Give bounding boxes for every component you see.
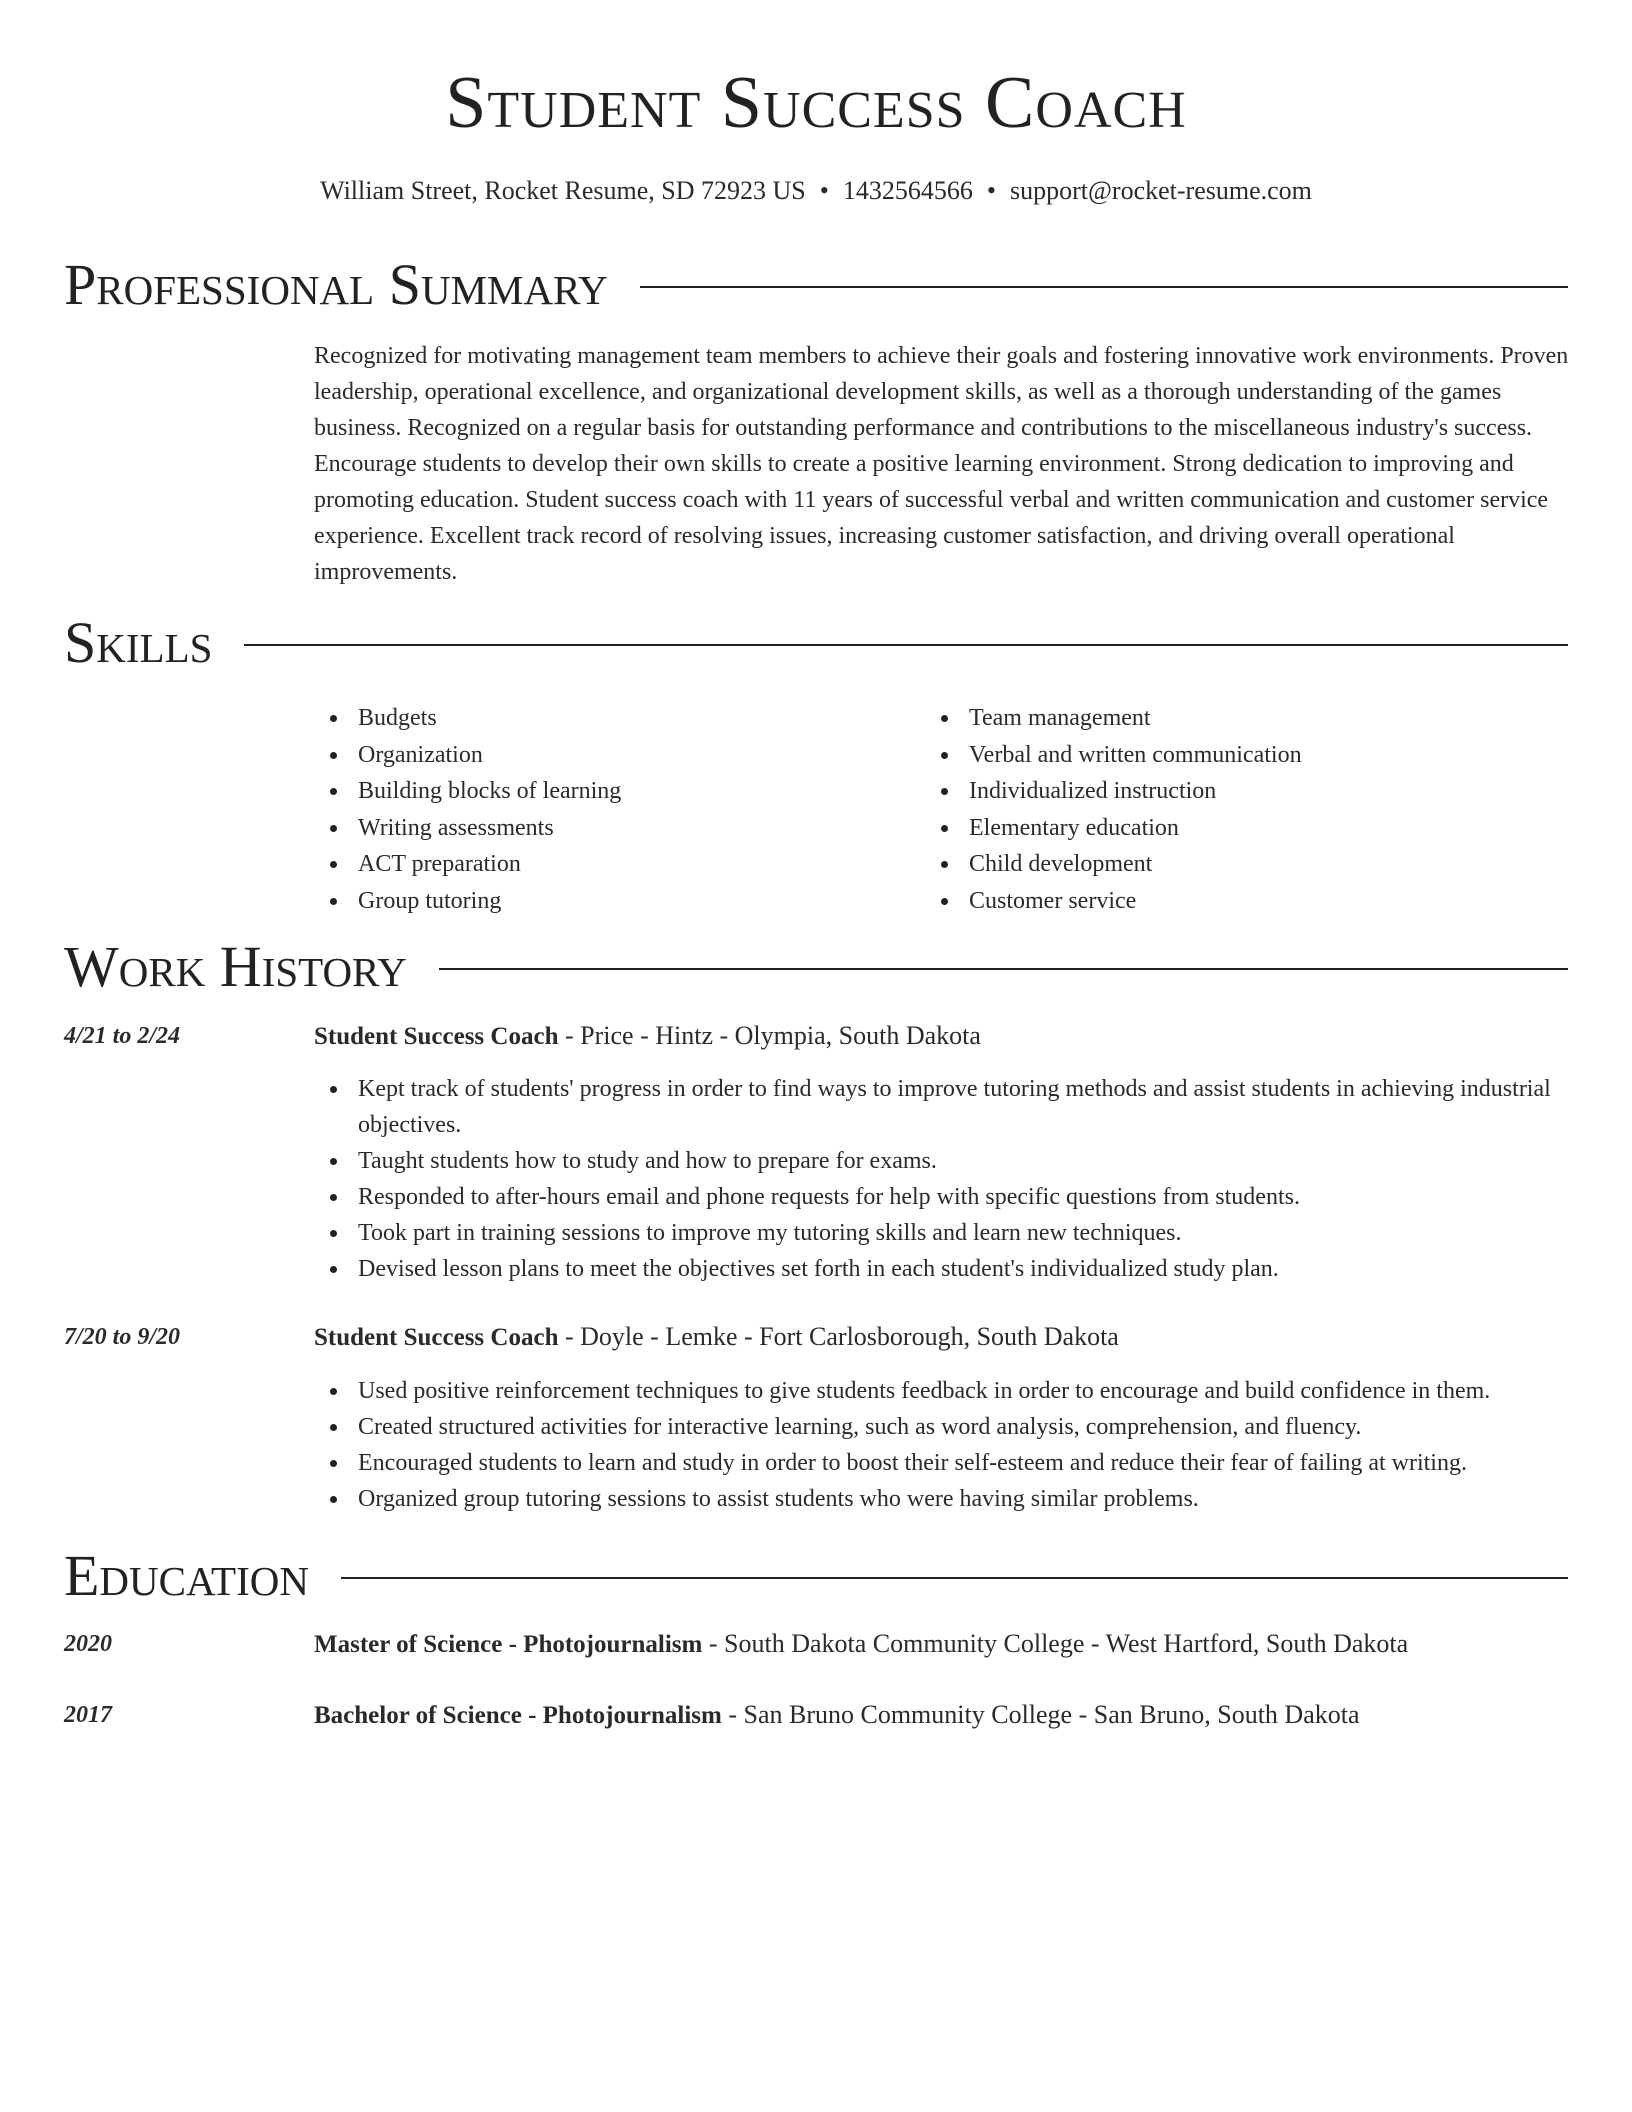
- section-title: Education: [64, 1543, 309, 1608]
- skill-item: Verbal and written communication: [925, 737, 1525, 774]
- contact-email: support@rocket-resume.com: [1009, 176, 1312, 205]
- education-details: - San Bruno Community College - San Bruno, South Dakota: [721, 1700, 1360, 1729]
- job-duty: Encouraged students to learn and study in order to boost their self-esteem and reduce their fear of failing at writing.: [314, 1445, 1574, 1481]
- education-year: 2017: [64, 1702, 112, 1728]
- section-rule: [640, 286, 1568, 288]
- section-heading-work: [64, 932, 1568, 1002]
- education-details: - South Dakota Community College - West Hartford, South Dakota: [702, 1629, 1409, 1658]
- job-dates: 7/20 to 9/20: [64, 1324, 181, 1350]
- skill-item: Writing assessments: [314, 810, 914, 847]
- resume-title: Student Success Coach: [445, 62, 1187, 144]
- job-dates: 4/21 to 2/24: [64, 1023, 181, 1049]
- job-duty: Kept track of students' progress in order to find ways to improve tutoring methods and assist students in achieving industrial objectives.: [314, 1071, 1574, 1143]
- section-rule: [439, 968, 1568, 970]
- education-entry: [314, 1627, 1574, 1662]
- contact-line: [0, 174, 1632, 208]
- section-title: Skills: [64, 610, 213, 675]
- education-entry: [314, 1698, 1574, 1733]
- job-title: Student Success Coach: [314, 1023, 559, 1050]
- skill-item: Budgets: [314, 700, 914, 737]
- section-heading-summary: [64, 250, 1568, 320]
- job-duty: Responded to after-hours email and phone requests for help with specific questions from students.: [314, 1179, 1574, 1215]
- job-duties: [314, 1373, 1574, 1517]
- degree-title: Bachelor of Science - Photojournalism: [314, 1702, 722, 1729]
- job-header: [314, 1019, 1574, 1054]
- summary-text: Recognized for motivating management team members to achieve their goals and fostering innovative work environments. Proven leadership, operational excellence, and organizational development skills, as well as a thorough understanding of the games business. Recognized on a regular basis for outstanding performance and contributions to the miscellaneous industry's success. Encourage students to develop their own skills to create a positive learning environment. Strong dedication to improving and promoting education. Student success coach with 11 years of successful verbal and written communication and customer service experience. Excellent track record of resolving issues, increasing customer satisfaction, and driving overall operational improvements.: [314, 343, 1569, 585]
- skill-item: Organization: [314, 737, 914, 774]
- skill-item: Group tutoring: [314, 883, 914, 920]
- contact-separator: •: [986, 176, 996, 205]
- skill-item: Building blocks of learning: [314, 773, 914, 810]
- job-duty: Organized group tutoring sessions to assist students who were having similar problems.: [314, 1481, 1574, 1517]
- skill-item: ACT preparation: [314, 846, 914, 883]
- skill-item: Team management: [925, 700, 1525, 737]
- contact-separator: •: [819, 176, 829, 205]
- education-year: 2020: [64, 1631, 112, 1657]
- section-heading-education: [64, 1541, 1568, 1611]
- job-duty: Taught students how to study and how to prepare for exams.: [314, 1143, 1574, 1179]
- skills-column-left: [314, 700, 914, 919]
- section-heading-skills: [64, 608, 1568, 678]
- job-duty: Created structured activities for interactive learning, such as word analysis, comprehension, and fluency.: [314, 1409, 1574, 1445]
- degree-title: Master of Science - Photojournalism: [314, 1631, 703, 1658]
- skill-item: Elementary education: [925, 810, 1525, 847]
- section-title: Professional Summary: [64, 252, 608, 317]
- job-duty: Used positive reinforcement techniques to give students feedback in order to encourage and build confidence in them.: [314, 1373, 1574, 1409]
- section-title: Work History: [64, 934, 407, 999]
- job-header: [314, 1320, 1574, 1355]
- job-duty: Took part in training sessions to improve my tutoring skills and learn new techniques.: [314, 1215, 1574, 1251]
- job-duty: Devised lesson plans to meet the objectives set forth in each student's individualized study plan.: [314, 1251, 1574, 1287]
- section-rule: [244, 644, 1568, 646]
- job-details: - Doyle - Lemke - Fort Carlosborough, South Dakota: [558, 1322, 1119, 1351]
- job-details: - Price - Hintz - Olympia, South Dakota: [558, 1021, 981, 1050]
- skills-column-right: [925, 700, 1525, 919]
- skill-item: Individualized instruction: [925, 773, 1525, 810]
- contact-phone: 1432564566: [842, 176, 973, 205]
- skill-item: Customer service: [925, 883, 1525, 920]
- skill-item: Child development: [925, 846, 1525, 883]
- contact-address: William Street, Rocket Resume, SD 72923 US: [320, 176, 806, 205]
- job-title: Student Success Coach: [314, 1324, 559, 1351]
- section-rule: [341, 1577, 1568, 1579]
- job-duties: [314, 1071, 1574, 1287]
